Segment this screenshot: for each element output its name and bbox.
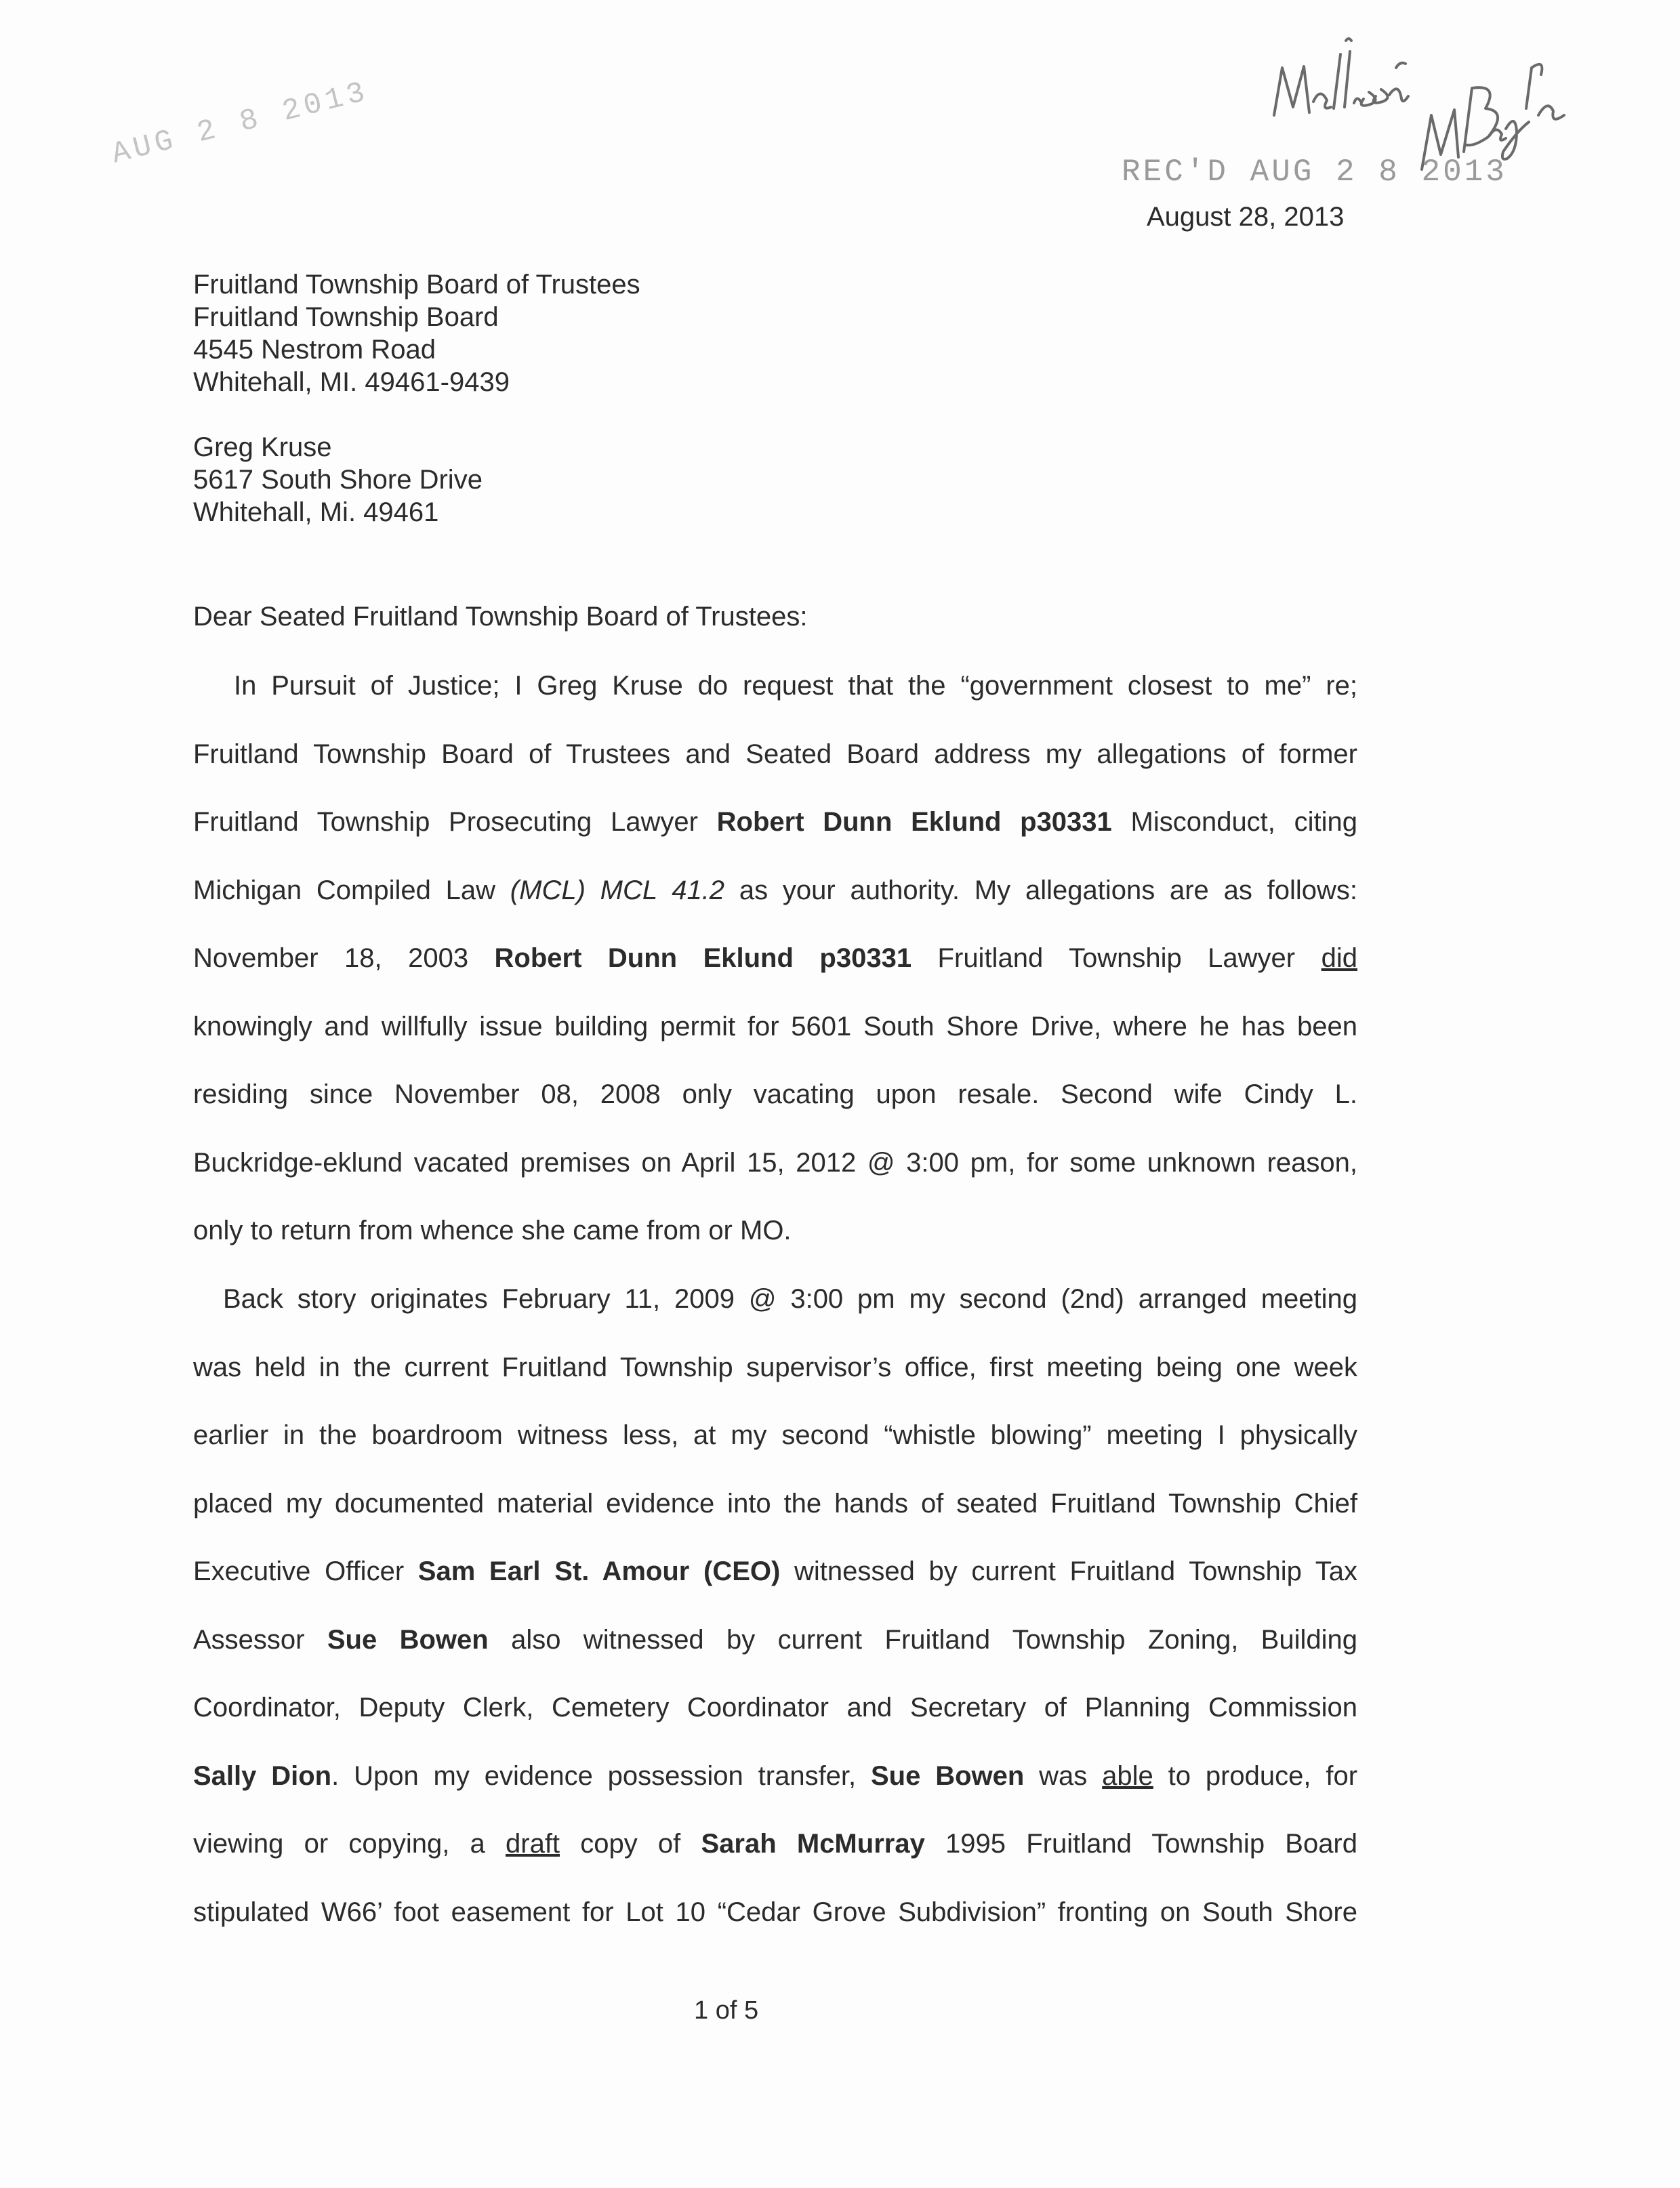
body-line: Coordinator, Deputy Clerk, Cemetery Coordinator and Secretary of Planning Commission bbox=[193, 1693, 1357, 1722]
paragraph-2 bbox=[193, 1284, 1357, 1965]
sender-line: 5617 South Shore Drive bbox=[193, 465, 483, 495]
body-line: residing since November 08, 2008 only vacating upon resale. Second wife Cindy L. bbox=[193, 1079, 1357, 1109]
body-line: Back story originates February 11, 2009 @ 3:00 pm my second (2nd) arranged meeting bbox=[223, 1284, 1357, 1314]
sender-line: Whitehall, Mi. 49461 bbox=[193, 497, 439, 527]
body-line: placed my documented material evidence into the hands of seated Fruitland Township Chief bbox=[193, 1488, 1357, 1519]
body-line: Assessor Sue Bowen also witnessed by current Fruitland Township Zoning, Building bbox=[193, 1624, 1357, 1655]
body-line: In Pursuit of Justice; I Greg Kruse do request that the “government closest to me” re; bbox=[234, 671, 1357, 701]
letter-date: August 28, 2013 bbox=[1147, 202, 1345, 232]
body-line: viewing or copying, a draft copy of Sarah McMurray 1995 Fruitland Township Board bbox=[193, 1829, 1358, 1859]
recipient-line: 4545 Nestrom Road bbox=[193, 335, 436, 365]
received-date-stamp-right: REC'D AUG 2 8 2013 bbox=[1122, 154, 1507, 190]
body-line: Buckridge-eklund vacated premises on April 15, 2012 @ 3:00 pm, for some unknown reason, bbox=[193, 1147, 1357, 1178]
received-date-stamp-left: AUG 2 8 2013 bbox=[108, 75, 373, 172]
body-line: Michigan Compiled Law (MCL) MCL 41.2 as your authority. My allegations are as follows: bbox=[193, 875, 1358, 905]
body-line: Fruitland Township Prosecuting Lawyer Robert Dunn Eklund p30331 Misconduct, citing bbox=[193, 807, 1357, 837]
sender-line: Greg Kruse bbox=[193, 432, 332, 462]
handwritten-signature bbox=[1261, 27, 1572, 190]
body-line: Executive Officer Sam Earl St. Amour (CEO) witnessed by current Fruitland Township Tax bbox=[193, 1556, 1358, 1586]
body-line: knowingly and willfully issue building permit for 5601 South Shore Drive, where he has been bbox=[193, 1011, 1357, 1041]
body-line: Sally Dion. Upon my evidence possession transfer, Sue Bowen was able to produce, for bbox=[193, 1760, 1358, 1791]
body-line: earlier in the boardroom witness less, at my second “whistle blowing” meeting I physically bbox=[193, 1420, 1357, 1450]
recipient-line: Whitehall, MI. 49461-9439 bbox=[193, 367, 510, 397]
salutation: Dear Seated Fruitland Township Board of Trustees: bbox=[193, 602, 808, 632]
body-line: November 18, 2003 Robert Dunn Eklund p30331 Fruitland Township Lawyer did bbox=[193, 943, 1357, 973]
body-line: was held in the current Fruitland Township supervisor’s office, first meeting being one week bbox=[193, 1352, 1357, 1382]
body-line: only to return from whence she came from or MO. bbox=[193, 1216, 792, 1245]
recipient-line: Fruitland Township Board bbox=[193, 302, 499, 332]
sender-address bbox=[193, 431, 483, 529]
recipient-address bbox=[193, 268, 640, 398]
body-line: Fruitland Township Board of Trustees and Seated Board address my allegations of former bbox=[193, 739, 1357, 769]
recipient-line: Fruitland Township Board of Trustees bbox=[193, 270, 640, 300]
paragraph-1 bbox=[193, 671, 1357, 1284]
body-line: stipulated W66’ foot easement for Lot 10 “Cedar Grove Subdivision” fronting on South Shore bbox=[193, 1897, 1357, 1927]
page-indicator: 1 of 5 bbox=[694, 1996, 759, 2025]
